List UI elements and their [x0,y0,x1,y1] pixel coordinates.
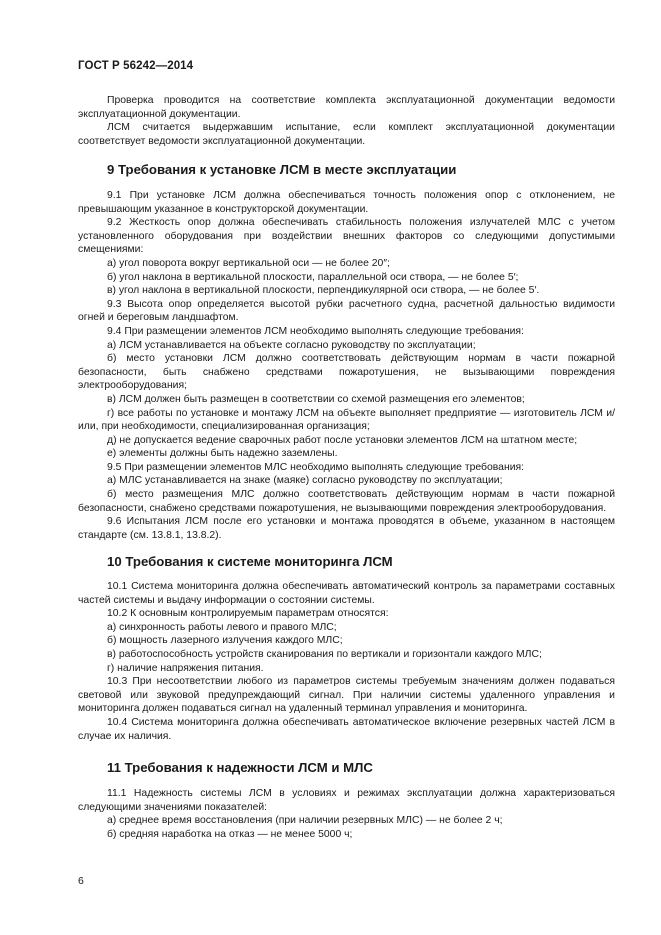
paragraph: 9.2 Жесткость опор должна обеспечивать стабильность положения излучателей МЛС с учетом установленного оборудования при воздействии внешних факторов со следующими допустимыми смещениями: [78,217,615,256]
section-11-title: 11 Требования к надежности ЛСМ и МЛС [107,760,373,775]
list-item: г) наличие напряжения питания. [107,662,264,674]
list-item: г) все работы по установке и монтажу ЛСМ на объекте выполняет предприятие — изготовитель ЛСМ и/или, при необходимости, специализированная организация; [78,407,615,433]
section-10-body [78,580,615,743]
document-header: ГОСТ Р 56242—2014 [78,60,194,72]
list-item: б) место размещения МЛС должно соответствовать действующим нормам в части пожарной безопасности, снабжено средствами пожаротушения, не вызывающими повреждения электрооборудования. [78,489,615,514]
section-10-title: 10 Требования к системе мониторинга ЛСМ [107,554,393,569]
list-item: д) не допускается ведение сварочных работ после установки элементов ЛСМ на штатном месте; [107,434,578,446]
list-item: б) угол наклона в вертикальной плоскости, параллельной оси створа, — не более 5′; [107,271,519,283]
list-item: б) средняя наработка на отказ — не менее 5000 ч; [107,828,353,840]
list-item: а) среднее время восстановления (при наличии резервных МЛС) — не более 2 ч; [107,815,503,827]
paragraph: 9.6 Испытания ЛСМ после его установки и монтажа проводятся в объеме, указанном в настоящем стандарте (см. 13.8.1, 13.8.2). [78,516,615,541]
section-9-body [78,189,615,542]
paragraph: 10.3 При несоответствии любого из параметров системы требуемым значениям должен подаваться световой или звуковой предупреждающий сигнал. При наличии системы удаленного управления и мониторинга должен подаваться сигнал на удаленный терминал управления и мониторинга. [78,676,615,715]
list-item: в) угол наклона в вертикальной плоскости, перпендикулярной оси створа, — не более 5′. [107,285,540,297]
list-item: в) работоспособность устройств сканирования по вертикали и горизонтали каждого МЛС; [107,648,542,660]
list-item: а) ЛСМ устанавливается на объекте согласно руководству по эксплуатации; [107,339,476,351]
list-item: а) МЛС устанавливается на знаке (маяке) согласно руководству по эксплуатации; [107,475,503,487]
paragraph: 10.4 Система мониторинга должна обеспечивать автоматическое включение резервных частей ЛСМ в случае их наличия. [78,716,615,742]
list-item: а) угол поворота вокруг вертикальной оси — не более 20″; [107,257,390,269]
paragraph: ЛСМ считается выдержавшим испытание, если комплект эксплуатационной документации соответствует ведомости эксплуатационной документации. [78,122,615,147]
paragraph: 10.2 К основным контролируемым параметрам относятся: [107,608,389,620]
list-item: в) ЛСМ должен быть размещен в соответствии со схемой размещения его элементов; [107,393,525,405]
paragraph: 9.1 При установке ЛСМ должна обеспечиваться точность положения опор с отклонением, не превышающим указанное в конструкторской документации. [78,190,615,215]
paragraph: 9.3 Высота опор определяется высотой рубки расчетного судна, расчетной дальностью видимости огней и береговым ландшафтом. [78,298,615,324]
paragraph: 10.1 Система мониторинга должна обеспечивать автоматический контроль за параметрами составных частей системы и выдачу информации о состоянии системы. [78,581,615,606]
list-item: е) элементы должны быть надежно заземлены. [107,448,338,460]
section-11-body [78,787,615,841]
paragraph: 9.5 При размещении элементов МЛС необходимо выполнять следующие требования: [107,461,525,473]
list-item: б) мощность лазерного излучения каждого МЛС; [107,635,343,647]
page-number: 6 [78,875,84,887]
section-9-title: 9 Требования к установке ЛСМ в месте эксплуатации [107,162,457,177]
paragraph: 9.4 При размещении элементов ЛСМ необходимо выполнять следующие требования: [107,325,524,337]
list-item: а) синхронность работы левого и правого МЛС; [107,621,337,633]
intro-block [78,94,615,148]
paragraph: Проверка проводится на соответствие комплекта эксплуатационной документации ведомости эксплуатационной документации. [78,95,615,120]
list-item: б) место установки ЛСМ должно соответствовать действующим нормам в части пожарной безопасности, быть снабжено средствами пожаротушения, не вызывающими повреждения электрооборудования; [78,353,615,392]
paragraph: 11.1 Надежность системы ЛСМ в условиях и режимах эксплуатации должна характеризоваться следующими значениями показателей: [78,788,615,813]
